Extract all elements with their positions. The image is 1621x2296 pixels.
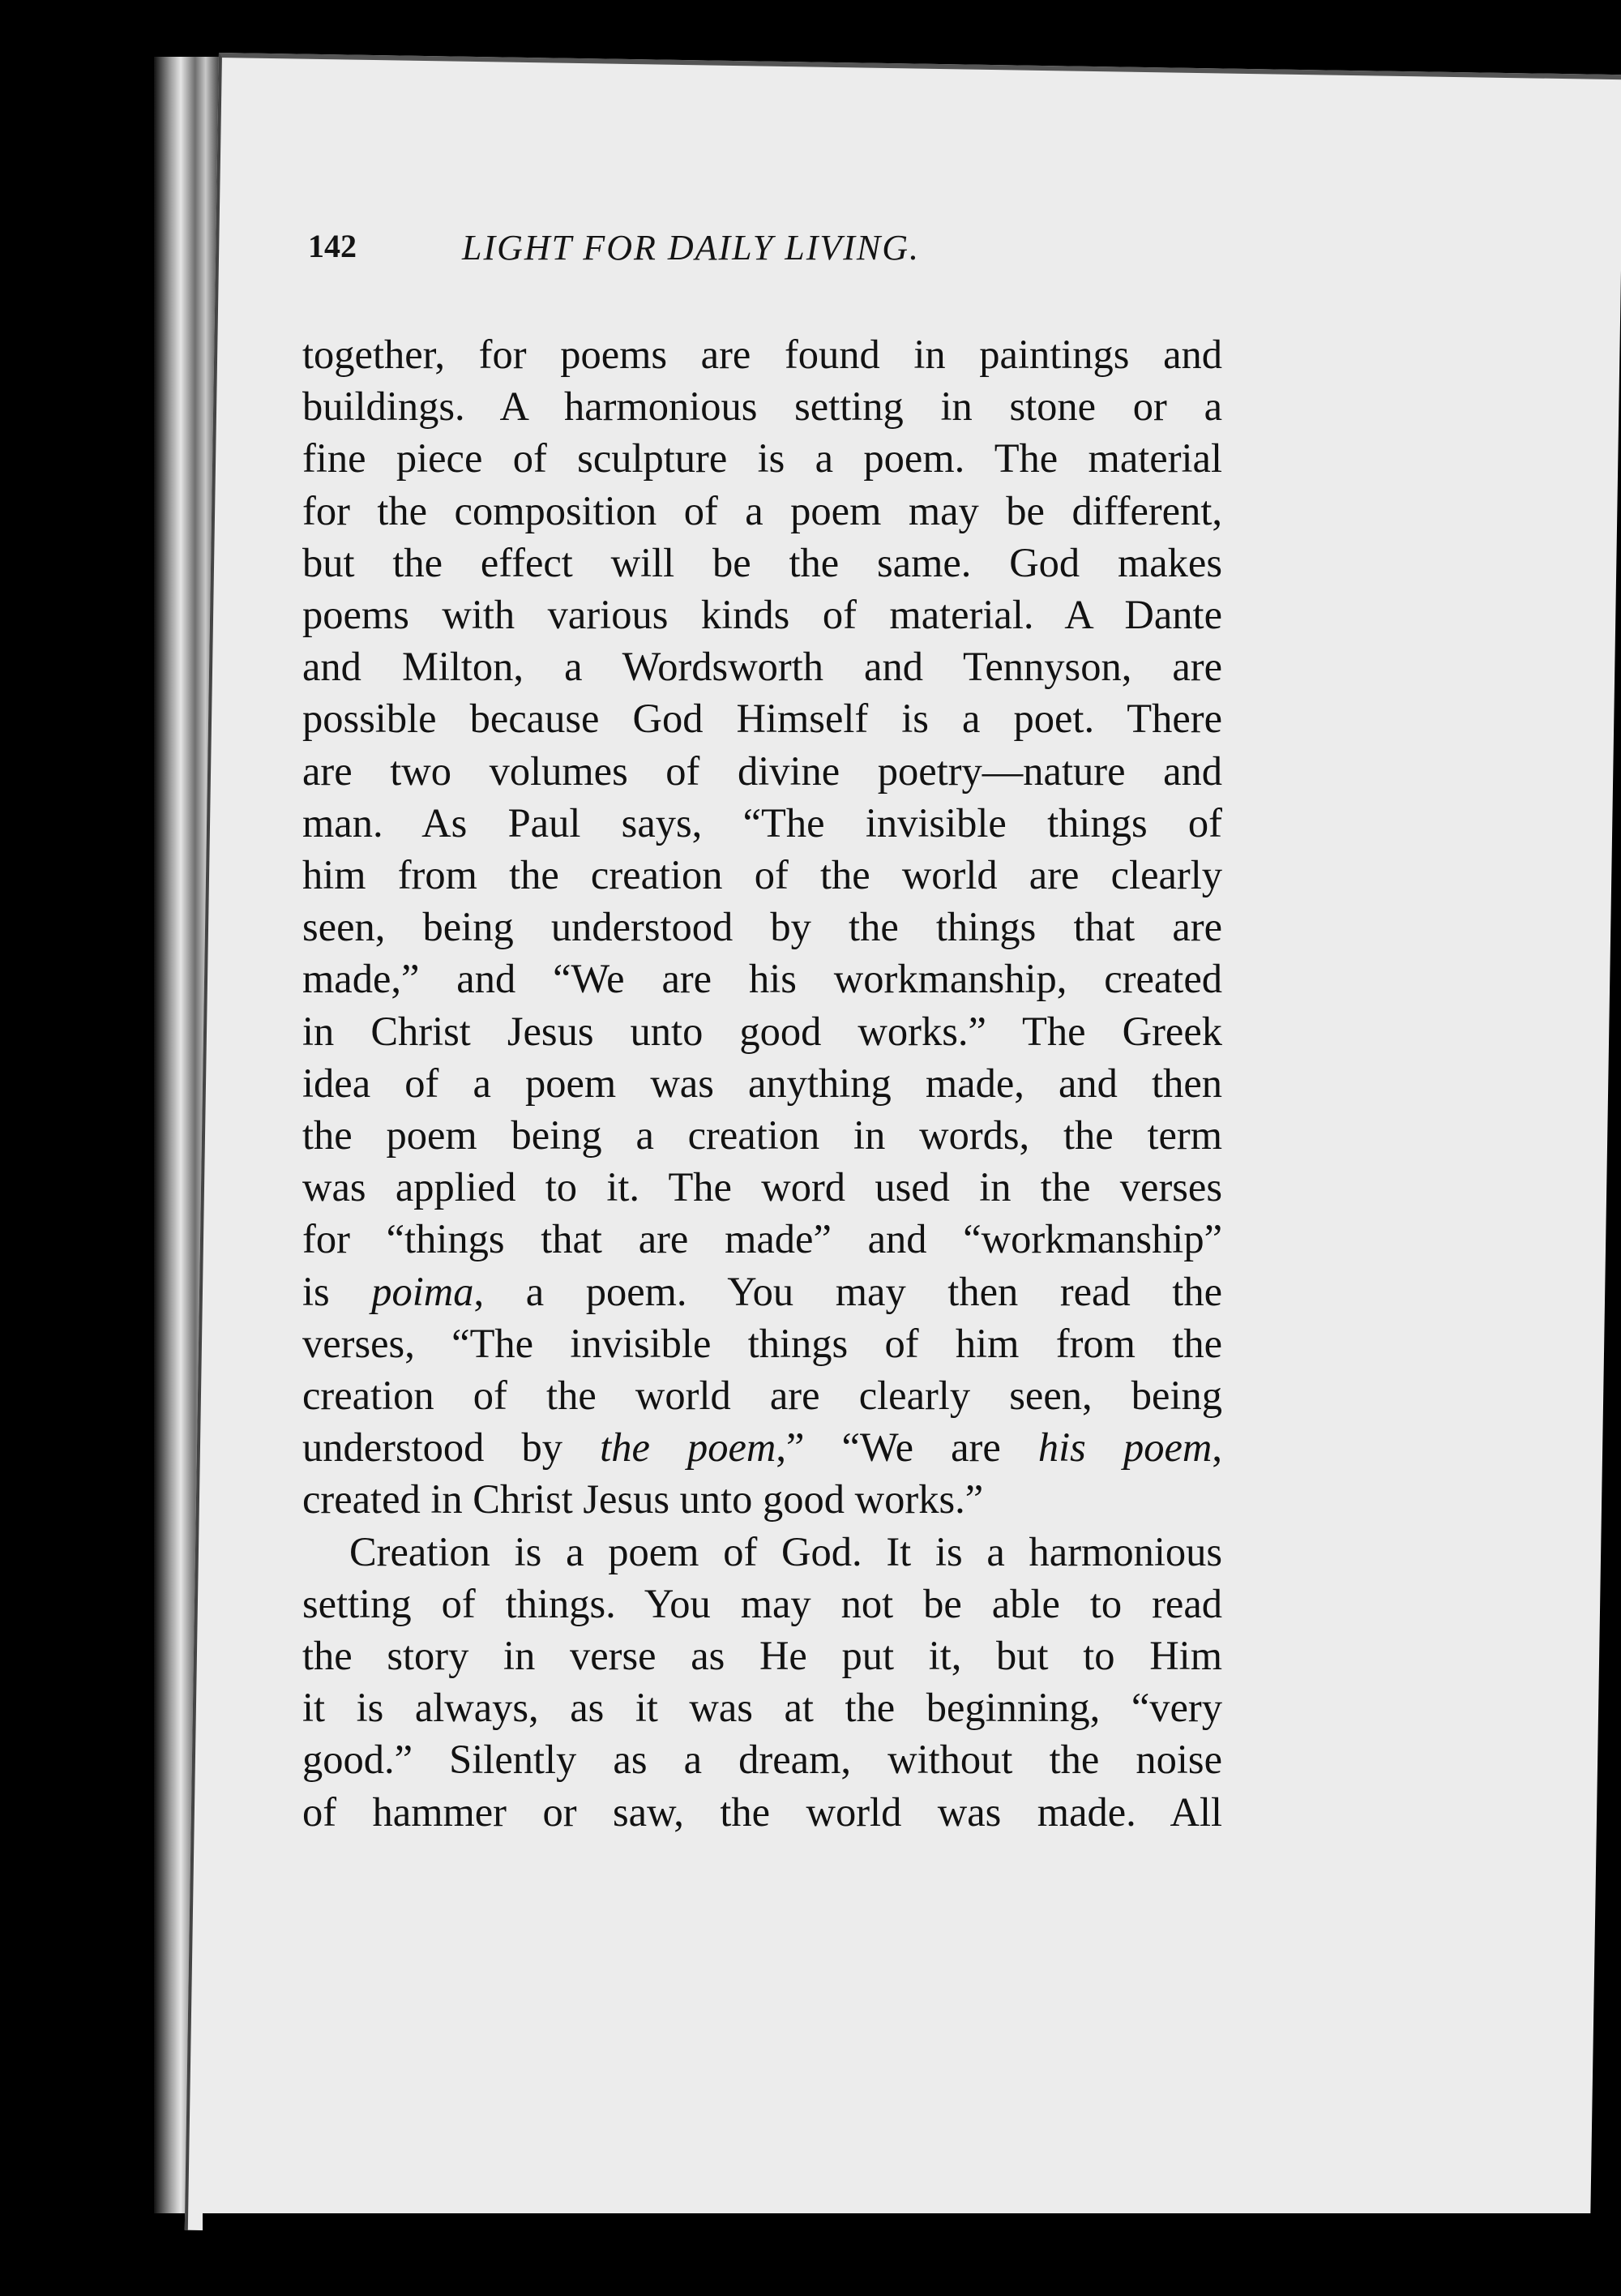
text-line: buildings. A harmonious setting in stone or a xyxy=(302,383,1222,430)
text-line: good.” Silently as a dream, without the noise xyxy=(302,1737,1222,1783)
text-line: and Milton, a Wordsworth and Tennyson, are xyxy=(302,644,1222,690)
text-segment: understood by xyxy=(302,1424,601,1471)
italic-phrase-his-poem: his poem xyxy=(1037,1424,1213,1471)
text-line-the-poem xyxy=(302,1421,1222,1473)
text-line: of hammer or saw, the world was made. All xyxy=(302,1788,1222,1835)
text-line: setting of things. You may not be able to read xyxy=(302,1580,1222,1626)
text-line: creation of the world are clearly seen, being xyxy=(302,1373,1222,1419)
text-line: seen, being understood by the things that are xyxy=(302,904,1222,950)
text-line: idea of a poem was anything made, and then xyxy=(302,1060,1222,1106)
italic-word-poima: poima xyxy=(371,1268,474,1314)
text-line: in Christ Jesus unto good works.” The Greek xyxy=(302,1008,1222,1054)
page-number: 142 xyxy=(308,228,357,264)
text-line: for the composition of a poem may be different, xyxy=(302,487,1222,533)
text-line: the poem being a creation in words, the term xyxy=(302,1112,1222,1159)
text-segment: , xyxy=(1212,1424,1222,1471)
text-line: the story in verse as He put it, but to Him xyxy=(302,1633,1222,1679)
text-line-paragraph-start: Creation is a poem of God. It is a harmonious xyxy=(349,1528,1222,1574)
text-line-poima xyxy=(302,1266,1222,1317)
text-line: fine piece of sculpture is a poem. The material xyxy=(302,435,1222,482)
page-bottom-shadow xyxy=(203,2213,1621,2296)
body-text xyxy=(302,328,1222,1838)
text-line: verses, “The invisible things of him from the xyxy=(302,1320,1222,1366)
page-header xyxy=(308,227,1216,276)
text-line: was applied to it. The word used in the verses xyxy=(302,1164,1222,1210)
text-line: together, for poems are found in paintings and xyxy=(302,332,1222,377)
text-line: it is always, as it was at the beginning, “very xyxy=(302,1685,1222,1731)
text-line: for “things that are made” and “workmanship” xyxy=(302,1216,1222,1262)
text-line: him from the creation of the world are clearly xyxy=(302,852,1222,898)
text-line: poems with various kinds of material. A Dante xyxy=(302,592,1222,638)
running-title: LIGHT FOR DAILY LIVING. xyxy=(462,228,921,268)
text-line: but the effect will be the same. God makes xyxy=(302,539,1222,585)
text-segment: , a poem. You may then read the xyxy=(473,1268,1222,1314)
text-line: made,” and “We are his workmanship, created xyxy=(302,956,1222,1002)
text-line-paragraph-end: created in Christ Jesus unto good works.” xyxy=(302,1476,984,1523)
text-line: man. As Paul says, “The invisible things of xyxy=(302,799,1222,846)
italic-phrase-the-poem: the poem xyxy=(600,1424,776,1471)
text-line: possible because God Himself is a poet. There xyxy=(302,696,1222,742)
text-segment: ,” “We are xyxy=(776,1424,1038,1471)
text-segment: is xyxy=(302,1268,372,1314)
text-line: are two volumes of divine poetry—nature and xyxy=(302,747,1222,794)
